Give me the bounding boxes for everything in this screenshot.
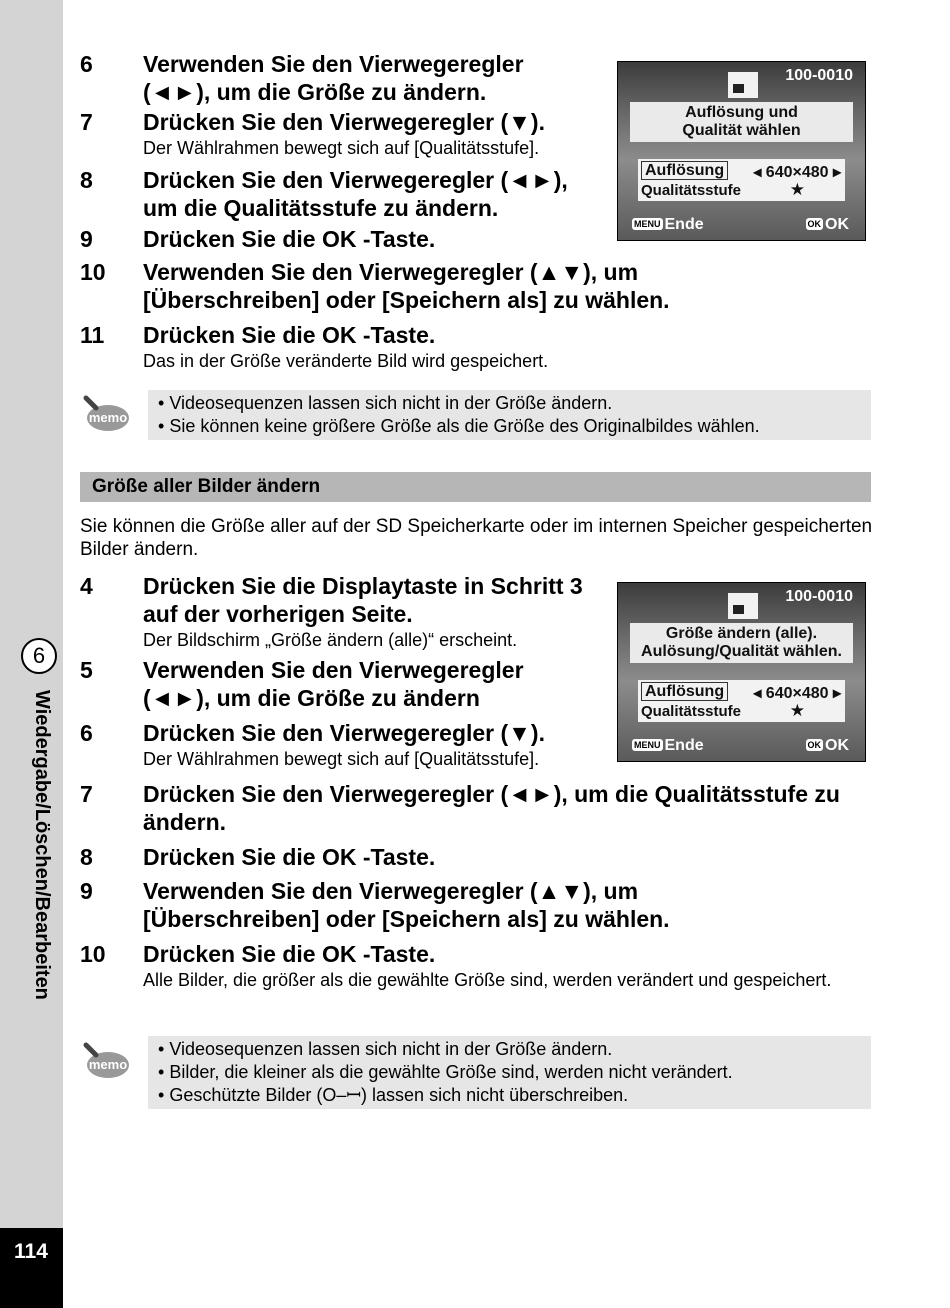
step-7b (80, 780, 880, 836)
step-heading: Drücken Sie den Vierwegeregler (▼). (143, 720, 545, 746)
quality-star-icon: ★ (789, 180, 805, 199)
screen-message-line: Größe ändern (alle). (665, 625, 818, 642)
memo-item: • Sie können keine größere Größe als die Größe des Originalbildes wählen. (158, 416, 760, 436)
step-description: Der Bildschirm „Größe ändern (alle)“ erscheint. (143, 630, 518, 650)
camera-screen-resize-all (617, 582, 866, 762)
end-label: Ende (664, 216, 704, 233)
menu-key-icon: MENU (634, 219, 661, 229)
menu-end-button[interactable] (632, 737, 704, 755)
step-10 (80, 258, 780, 314)
ok-key-icon: OK (807, 219, 821, 229)
menu-end-button[interactable] (632, 216, 704, 234)
step-number: 6 (80, 720, 93, 746)
screen-message-line: Auflösung und (685, 104, 798, 121)
quality-label[interactable]: Qualitätsstufe (641, 182, 742, 199)
memo-item: • Videosequenzen lassen sich nicht in der Größe ändern. (158, 1039, 613, 1059)
step-9b (80, 877, 780, 933)
chapter-title: Wiedergabe/Löschen/Bearbeiten (31, 690, 53, 1000)
step-number: 7 (80, 109, 93, 135)
step-heading: Verwenden Sie den Vierwegeregler (▲▼), um [Überschreiben] oder [Speichern als] zu wählen. (143, 878, 670, 932)
step-description: Der Wählrahmen bewegt sich auf [Qualitätsstufe]. (143, 138, 540, 158)
resolution-label: Auflösung (641, 682, 728, 701)
step-heading: Verwenden Sie den Vierwegeregler (◄►), um die Größe zu ändern (143, 657, 524, 711)
step-heading: Drücken Sie die OK -Taste. (143, 226, 436, 252)
step-number: 7 (80, 781, 93, 807)
svg-text:memo: memo (88, 1057, 128, 1072)
step-heading: Drücken Sie den Vierwegeregler (◄►), um die Qualitätsstufe zu ändern. (143, 167, 568, 221)
step-heading: Verwenden Sie den Vierwegeregler (◄►), um die Größe zu ändern. (143, 51, 524, 105)
memo-box (148, 1036, 871, 1109)
memo-icon (82, 1041, 130, 1079)
step-8b (80, 843, 780, 871)
resize-icon (728, 593, 758, 619)
screen-message (630, 102, 853, 142)
step-11 (80, 321, 780, 373)
step-description: Der Wählrahmen bewegt sich auf [Qualitätsstufe]. (143, 749, 540, 769)
quality-star-icon: ★ (789, 701, 805, 720)
step-heading: Drücken Sie die OK -Taste. (143, 844, 436, 870)
resolution-row[interactable] (641, 162, 728, 180)
memo-box (148, 390, 871, 440)
step-number: 4 (80, 573, 93, 599)
camera-screen-resize (617, 61, 866, 241)
resolution-value[interactable]: ◂ 640×480 ▸ (753, 164, 841, 181)
step-number: 8 (80, 844, 93, 870)
step-number: 11 (80, 322, 105, 348)
step-5 (80, 656, 580, 712)
step-number: 6 (80, 51, 93, 77)
resolution-value[interactable]: ◂ 640×480 ▸ (753, 685, 841, 702)
step-8 (80, 166, 600, 222)
step-heading: Verwenden Sie den Vierwegeregler (▲▼), um [Überschreiben] oder [Speichern als] zu wählen. (143, 259, 670, 313)
ok-label: OK (825, 216, 849, 233)
chapter-number: 6 (21, 638, 57, 674)
step-6 (80, 50, 580, 106)
step-heading: Drücken Sie die OK -Taste. (143, 941, 436, 967)
step-number: 8 (80, 167, 93, 193)
resolution-row[interactable] (641, 683, 728, 701)
ok-button[interactable] (806, 737, 850, 755)
step-7 (80, 108, 620, 160)
step-9 (80, 225, 600, 253)
step-heading: Drücken Sie die Displaytaste in Schritt 3 auf der vorherigen Seite. (143, 573, 583, 627)
step-10b (80, 940, 860, 992)
ok-key-icon: OK (807, 740, 821, 750)
step-number: 10 (80, 259, 106, 285)
settings-panel (638, 680, 845, 722)
screen-message-line: Qualität wählen (682, 122, 801, 139)
step-heading: Drücken Sie die OK -Taste. (143, 322, 436, 348)
step-number: 5 (80, 657, 93, 683)
step-heading: Drücken Sie den Vierwegeregler (◄►), um die Qualitätsstufe zu ändern. (143, 781, 840, 835)
file-number: 100-0010 (785, 588, 853, 605)
section-intro: Sie können die Größe aller auf der SD Speicherkarte oder im internen Speicher gespeicherten Bilder ändern. (80, 516, 873, 560)
step-6b (80, 719, 620, 771)
step-number: 9 (80, 226, 93, 252)
ok-label: OK (825, 737, 849, 754)
step-heading: Drücken Sie den Vierwegeregler (▼). (143, 109, 545, 135)
quality-label[interactable]: Qualitätsstufe (641, 703, 742, 720)
step-number: 10 (80, 941, 106, 967)
menu-key-icon: MENU (634, 740, 661, 750)
step-number: 9 (80, 878, 93, 904)
memo-item: • Videosequenzen lassen sich nicht in der Größe ändern. (158, 393, 613, 413)
memo-item: • Geschützte Bilder (O‒ꟷ) lassen sich nicht überschreiben. (158, 1085, 629, 1105)
step-4 (80, 572, 610, 652)
step-description: Das in der Größe veränderte Bild wird gespeichert. (143, 351, 549, 371)
section-heading: Größe aller Bilder ändern (80, 472, 871, 502)
ok-button[interactable] (806, 216, 850, 234)
screen-message (630, 623, 853, 663)
resolution-label: Auflösung (641, 161, 728, 180)
screen-message-line: Aulösung/Qualität wählen. (641, 643, 842, 660)
page-number: 114 (14, 1240, 48, 1263)
memo-item: • Bilder, die kleiner als die gewählte Größe sind, werden nicht verändert. (158, 1062, 733, 1082)
step-description: Alle Bilder, die größer als die gewählte Größe sind, werden verändert und gespeichert. (143, 970, 832, 990)
svg-text:memo: memo (88, 410, 128, 425)
end-label: Ende (664, 737, 704, 754)
file-number: 100-0010 (785, 67, 853, 84)
resize-icon (728, 72, 758, 98)
settings-panel (638, 159, 845, 201)
memo-icon (82, 394, 130, 432)
